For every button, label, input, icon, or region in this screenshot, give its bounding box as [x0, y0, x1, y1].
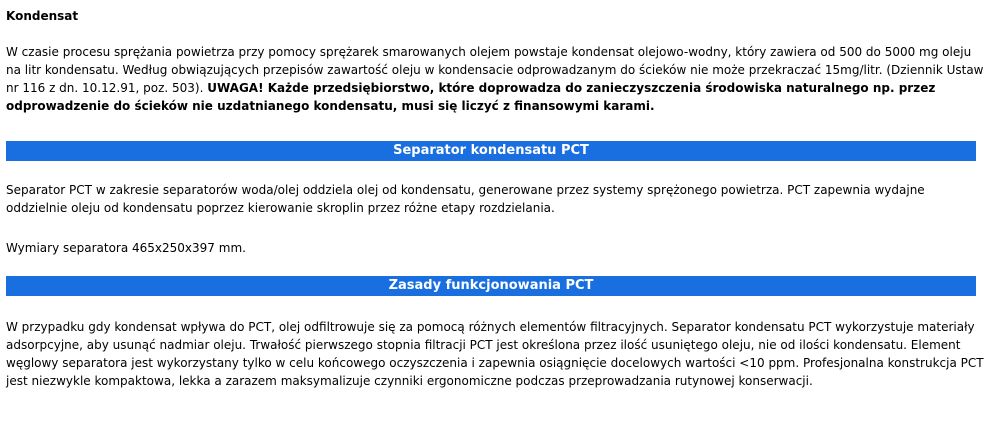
- kondensat-paragraph: [6, 43, 986, 115]
- section-header-principles: Zasady funkcjonowania PCT: [6, 276, 976, 296]
- principles-paragraph: W przypadku gdy kondensat wpływa do PCT, olej odfiltrowuje się za pomocą różnych elementów filtracyjnych. Separator kondensatu PCT wykorzystuje materiały adsorpcyjne, aby usunąć nadmiar oleju. Trwałość pierwszego stopnia filtracji PCT jest określona przez ilość usuniętego oleju, nie od ilości kondensatu. Element węglowy separatora jest wykorzystany tylko w celu końcowego oczyszczenia i zapewnia osiągnięcie docelowych wartości <10 ppm. Profesjonalna konstrukcja PCT jest niezwykle kompaktowa, lekka a zarazem maksymalizuje czynniki ergonomiczne podczas przeprowadzania rutynowej konserwacji.: [6, 320, 984, 388]
- kondensat-text: W czasie procesu sprężania powietrza przy pomocy sprężarek smarowanych olejem powstaje kondensat olejowo-wodny, który zawiera od 500 do 5000 mg oleju na litr kondensatu. Według obwiązujących przepisów zawartość oleju w kondensacie odprowadzanym do ścieków nie może przekraczać 15mg/litr. (Dziennik Ustaw nr 116 z dn. 10.12.91, poz. 503).: [6, 45, 984, 95]
- separator-description: Separator PCT w zakresie separatorów woda/olej oddziela olej od kondensatu, generowane przez systemy sprężonego powietrza. PCT zapewnia wydajne oddzielnie oleju od kondensatu poprzez kierowanie skroplin przez różne etapy rozdzielania.: [6, 183, 925, 215]
- separator-dimensions: Wymiary separatora 465x250x397 mm.: [6, 241, 246, 255]
- kondensat-warning: UWAGA! Każde przedsiębiorstwo, które doprowadza do zanieczyszczenia środowiska naturalnego np. przez odprowadzenie do ścieków nie uzdatnianego kondensatu, musi się liczyć z finansowymi karami.: [6, 81, 936, 113]
- section-title-kondensat: Kondensat: [6, 9, 79, 23]
- section-header-separator: Separator kondensatu PCT: [6, 141, 976, 161]
